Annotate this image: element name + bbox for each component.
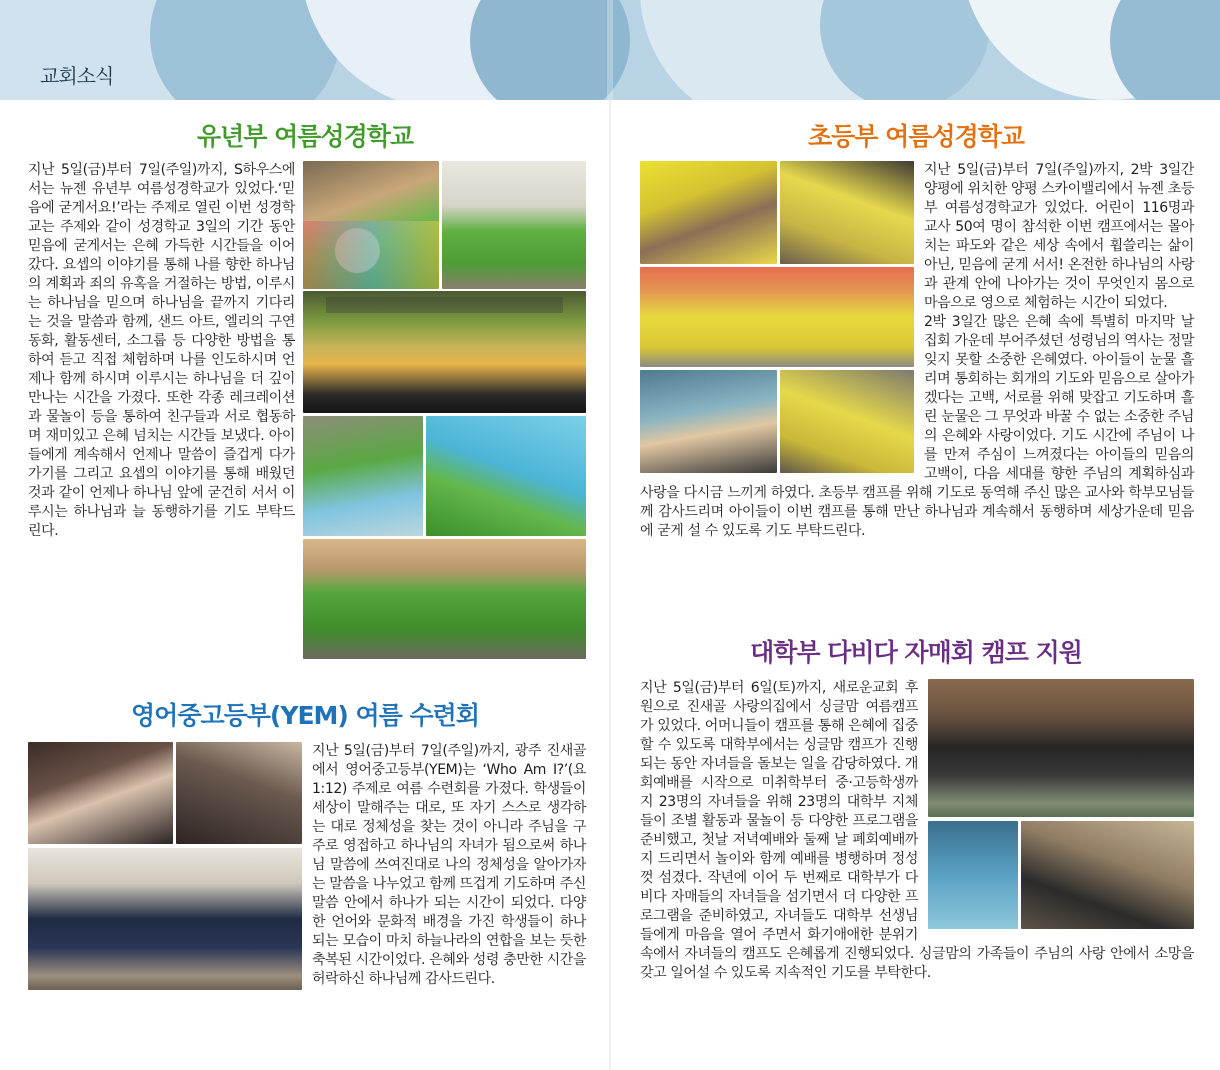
college-body: 지난 5일(금)부터 6일(토)까지, 새로운교회 후원으로 진새골 사랑의집에서 싱글맘 여름캠프가 있었다. 어머니들이 캠프를 통해 은혜에 집중할 수 있도록 대학부에서는 싱글맘 캠프가 진행되는 동안 자녀들을 돌보는 일을 감당하였다. 개회예배를 시작으로 미취학부터 중·고등학생까지 23명의 자녀들을 위해 23명의 대학부 지체들이 조별 활동과 물놀이 등 다양한 프로그램을 준비했고, 첫날 저녁예배와 둘째 날 폐회예배까지 드리면서 놀이와 함께 예배를 병행하며 정성껏 섬겼다. 작년에 이어 두 번째로 대학부가 다비다 자매들의 자녀들을 섬기면서 더 다양한 프로그램을 준비하였고, 자녀들도 대학부 선생님들에게 마음을 열어 주면서 화기애애한 분위기 속에서 자녀들의 캠프도 은혜롭게 진행되었다. 싱글맘의 가족들이 주님의 사랑 안에서 소망을 갖고 일어설 수 있도록 지속적인 기도를 부탁한다. [640,680,1194,981]
yem-body: 지난 5일(금)부터 7일(주일)까지, 광주 진새골에서 영어중고등부(YEM)는 ‘Who Am I?’(요 1:12) 주제로 여름 수련회를 가졌다. 학생들이 세상이 말해주는 대로, 또 자기 스스로 생각하는 대로 정체성을 찾는 것이 아니라 주님을 구주로 영접하고 하나님의 자녀가 됨으로써 하나님 말씀에 쓰여진대로 나의 정체성을 알아가자는 말씀을 나누었고 함께 뜨겁게 기도하며 주신 말씀 안에서 하나가 되는 시간이 되었다. 다양한 언어와 문화적 배경을 가진 학생들이 하나 되는 모습이 마치 하늘나라의 연합을 보는 듯한 축복된 시간이었다. 은혜와 성령 충만한 시간을 허락하신 하나님께 감사드린다. [312,743,586,987]
elementary-body-1: 지난 5일(금)부터 7일(주일)까지, 2박 3일간 양평에 위치한 양평 스카이밸리에서 뉴젠 초등부 여름성경학교가 있었다. 어린이 116명과 교사 50여 명이 참석한 이번 캠프에서는 몰아치는 파도와 같은 세상 속에서 휩쓸리는 삶이 아닌, 믿음에 굳게 서서! 온전한 하나님의 사랑과 관계 안에 나아가는 것이 무엇인지 몸으로 마음으로 영으로 체험하는 시간이 되었다. [924,162,1194,311]
photo-kids-in-hall [780,370,914,473]
stage-banner [326,297,564,313]
elementary-title: 초등부 여름성경학교 [807,122,1025,151]
photo-water-balloons [303,221,439,289]
preschool-body: 지난 5일(금)부터 7일(주일)까지, S하우스에서는 뉴젠 유년부 여름성경학교가 있었다.‘믿음에 굳게서요!’라는 주제로 열린 이번 성경학교는 주제와 같이 성경학교 3일의 기간 동안 믿음에 굳게서는 은혜 가득한 시간들을 이어갔다. 요셉의 이야기를 통해 나를 향한 하나님의 계획과 죄의 유혹을 거절하는 방법, 이루시는 하나님을 믿으며 하나님을 끝까지 기다리는 것을 말씀과 함께, 샌드 아트, 엘리의 구연동화, 활동센터, 소그룹 등 다양한 방법을 통하여 듣고 직접 체험하며 나를 인도하시며 언제나 함께 하시며 이루시는 하나님을 더 깊이 만나는 시간을 가졌다. 또한 각종 레크레이션과 물놀이 등을 통하여 친구들과 서로 협동하며 재미있고 은혜 넘치는 시간들 보냈다. 아이들에게 계속해서 언제나 말씀이 즐겁게 다가가기를 그리고 요셉의 이야기를 통해 배웠던 것과 같이 언제나 하나님 앞에 굳건히 서서 이루시는 하나님과 늘 동행하기를 기도 부탁드린다. [28,162,295,539]
yem-title: 영어중고등부(YEM) 여름 수련회 [131,701,479,730]
header-band [0,0,1220,100]
photo-group-photo [303,539,586,659]
college-photo-collage [928,679,1194,929]
preschool-photo-collage [303,161,586,659]
photo-sand-activity [303,416,423,536]
photo-kids-group-outdoor [442,161,586,289]
photo-youth-group [28,848,302,990]
college-title: 대학부 다비다 자매회 캠프 지원 [750,638,1082,667]
photo-college-group [928,679,1194,817]
page-spine [609,100,611,1070]
section-label: 교회소식 [40,64,114,88]
preschool-article [28,161,586,671]
header-decoration [820,0,990,100]
preschool-title: 유년부 여름성경학교 [196,122,414,151]
photo-stage-performance [303,291,586,413]
college-article [640,679,1194,1059]
photo-camp-group [640,267,914,367]
header-decoration [470,0,630,100]
elementary-photo-collage [640,161,914,473]
page-gutter [607,0,613,100]
photo-youth-prayer [176,742,302,844]
elementary-body-2: 2박 3일간 많은 은혜 속에 특별히 마지막 날 집회 가운데 부어주셨던 성령님의 역사는 정말 잊지 못할 소중한 은혜였다. 아이들이 눈물 흘리며 통회하는 회개의 기도와 믿음으로 살아가겠다는 고백, 서로를 위해 맞잡고 기도하며 흘린 눈물은 그 무엇과 바꿀 수 없는 소중한 주님의 은혜와 사랑이었다. 기도 시간에 주님이 나를 만져 주심이 느껴졌다는 아이들의 믿음의 고백이, 다음 세대를 향한 주님의 계획하심과 사랑을 다시금 느끼게 하였다. 초등부 캠프를 위해 기도로 동역해 주신 많은 교사와 학부모님들께 감사드리며 아이들이 이번 캠프를 통해 만난 하나님과 계속해서 동행하며 세상가운데 믿음에 굳게 설 수 있도록 기도 부탁드린다. [640,314,1194,539]
photo-pool-kids [928,821,1018,929]
photo-kids-water-games [640,370,777,473]
yem-article [28,742,586,1052]
yem-photo-collage [28,742,302,990]
photo-youth-worship [28,742,173,844]
photo-indoor-activity [1021,821,1194,929]
photo-kids-praying [780,161,914,264]
elementary-article [640,161,1194,621]
header-decoration [1110,0,1220,100]
photo-kids-cheering [640,161,777,264]
photo-pool-play [426,416,586,536]
